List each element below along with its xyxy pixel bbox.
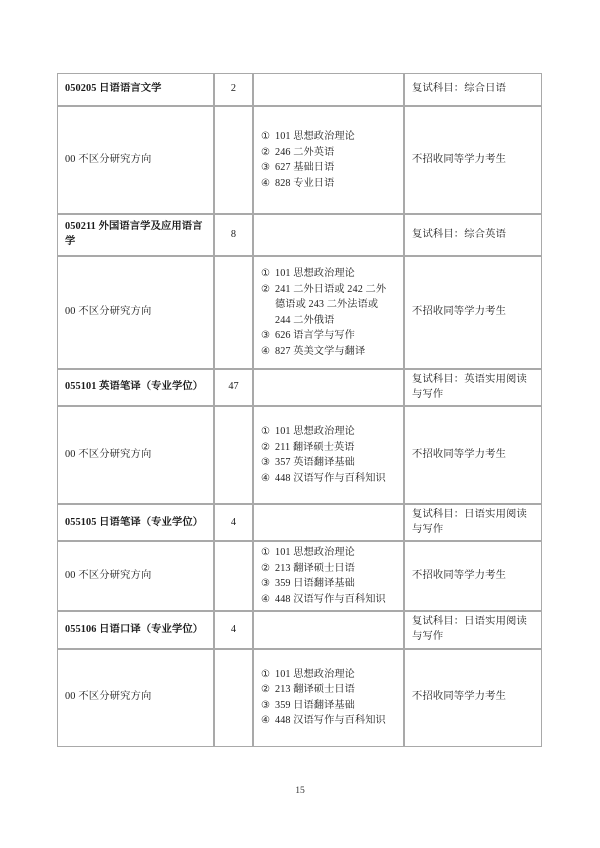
remarks-cell: 复试科目：英语实用阅读与写作 [404,369,542,406]
subject-label: 626 语言学与写作 [275,330,355,341]
subject-index-marker: ③ [261,699,271,711]
exam-subjects-cell [253,649,404,747]
subject-label: 357 英语翻译基础 [275,457,355,469]
exam-subjects-cell [253,256,404,369]
exam-subject-item [261,129,396,145]
subject-index-marker: ④ [261,472,271,484]
exam-subject-item [261,682,396,698]
table-row [57,611,542,648]
subject-label: 211 翻译硕士英语 [275,441,355,453]
exam-subject-item [261,667,396,683]
exam-subject-item [261,282,396,329]
enrollment-quota-cell [214,256,253,369]
exam-subject-list [261,266,396,359]
subject-label: 101 思想政治理论 [275,547,355,559]
remarks-cell: 复试科目：日语实用阅读与写作 [404,504,542,541]
subject-label: 828 专业日语 [275,177,335,189]
subject-index-marker: ④ [261,593,271,605]
exam-subject-item [261,424,396,440]
exam-subject-item [261,592,396,608]
admissions-table-container [57,73,542,747]
subject-index-marker: ④ [261,715,271,727]
exam-subject-list [261,129,396,191]
enrollment-quota-cell [214,406,253,504]
subject-label: 448 汉语写作与百科知识 [275,593,386,605]
major-name-cell: 050211 外国语言学及应用语言学 [57,214,214,256]
research-direction-cell: 00 不区分研究方向 [57,541,214,611]
admissions-table-body [57,73,542,747]
remarks-cell: 复试科目：日语实用阅读与写作 [404,611,542,648]
subject-index-marker: ① [261,547,271,559]
enrollment-quota-cell: 4 [214,504,253,541]
enrollment-quota-cell: 4 [214,611,253,648]
subject-index-marker: ② [261,684,271,696]
table-row [57,256,542,369]
subject-label: 241 二外日语或 242 二外德语或 243 二外法语或 244 二外俄语 [275,283,387,326]
remarks-cell: 复试科目：综合日语 [404,73,542,106]
subject-label: 101 思想政治理论 [275,668,355,680]
subject-label: 246 二外英语 [275,146,335,158]
enrollment-quota-cell: 2 [214,73,253,106]
remarks-cell: 不招收同等学力考生 [404,256,542,369]
subject-index-marker: ① [261,668,271,680]
research-direction-cell: 00 不区分研究方向 [57,649,214,747]
subject-index-marker: ③ [261,457,271,469]
enrollment-quota-cell [214,649,253,747]
subject-index-marker: ④ [261,345,271,357]
exam-subjects-cell [253,541,404,611]
enrollment-quota-cell [214,106,253,214]
major-name-cell: 055106 日语口译（专业学位） [57,611,214,648]
exam-subjects-cell [253,106,404,214]
subject-index-marker: ② [261,441,271,453]
exam-subject-item [261,176,396,192]
remarks-cell: 复试科目：综合英语 [404,214,542,256]
subject-index-marker: ① [261,426,271,438]
research-direction-cell: 00 不区分研究方向 [57,406,214,504]
exam-subjects-cell [253,369,404,406]
table-row [57,214,542,256]
table-row [57,504,542,541]
exam-subject-list [261,545,396,607]
remarks-cell: 不招收同等学力考生 [404,406,542,504]
subject-index-marker: ④ [261,177,271,189]
exam-subject-item [261,160,396,176]
exam-subjects-cell [253,73,404,106]
subject-label: 213 翻译硕士日语 [275,684,355,696]
subject-index-marker: ① [261,268,271,279]
enrollment-quota-cell: 8 [214,214,253,256]
exam-subjects-cell [253,504,404,541]
subject-index-marker: ③ [261,330,271,341]
table-row [57,369,542,406]
major-name-cell: 055101 英语笔译（专业学位） [57,369,214,406]
exam-subject-item [261,344,396,360]
exam-subject-item [261,471,396,487]
subject-label: 101 思想政治理论 [275,426,355,438]
exam-subject-list [261,667,396,729]
research-direction-cell: 00 不区分研究方向 [57,106,214,214]
page-number: 15 [295,785,305,796]
enrollment-quota-cell: 47 [214,369,253,406]
subject-label: 627 基础日语 [275,162,335,173]
exam-subject-item [261,145,396,161]
table-row [57,649,542,747]
admissions-table [57,73,542,747]
major-name-cell: 055105 日语笔译（专业学位） [57,504,214,541]
remarks-cell: 不招收同等学力考生 [404,541,542,611]
exam-subjects-cell [253,611,404,648]
exam-subject-item [261,713,396,729]
subject-label: 101 思想政治理论 [275,131,355,142]
exam-subject-item [261,455,396,471]
remarks-cell: 不招收同等学力考生 [404,649,542,747]
exam-subject-item [261,561,396,577]
subject-index-marker: ③ [261,162,271,173]
exam-subject-item [261,545,396,561]
exam-subject-item [261,576,396,592]
table-row [57,541,542,611]
subject-label: 213 翻译硕士日语 [275,562,355,574]
exam-subject-item [261,440,396,456]
enrollment-quota-cell [214,541,253,611]
table-row [57,406,542,504]
subject-label: 359 日语翻译基础 [275,578,355,590]
exam-subject-item [261,266,396,282]
subject-index-marker: ② [261,283,271,295]
subject-label: 448 汉语写作与百科知识 [275,472,386,484]
remarks-cell: 不招收同等学力考生 [404,106,542,214]
subject-label: 101 思想政治理论 [275,268,355,279]
exam-subject-item [261,698,396,714]
exam-subject-list [261,424,396,486]
table-row [57,106,542,214]
subject-label: 448 汉语写作与百科知识 [275,715,386,727]
subject-label: 827 英美文学与翻译 [275,345,366,357]
subject-index-marker: ② [261,146,271,158]
table-row [57,73,542,106]
exam-subject-item [261,328,396,344]
exam-subjects-cell [253,214,404,256]
subject-index-marker: ③ [261,578,271,590]
research-direction-cell: 00 不区分研究方向 [57,256,214,369]
subject-index-marker: ② [261,562,271,574]
major-name-cell: 050205 日语语言文学 [57,73,214,106]
subject-index-marker: ① [261,131,271,142]
exam-subjects-cell [253,406,404,504]
subject-label: 359 日语翻译基础 [275,699,355,711]
